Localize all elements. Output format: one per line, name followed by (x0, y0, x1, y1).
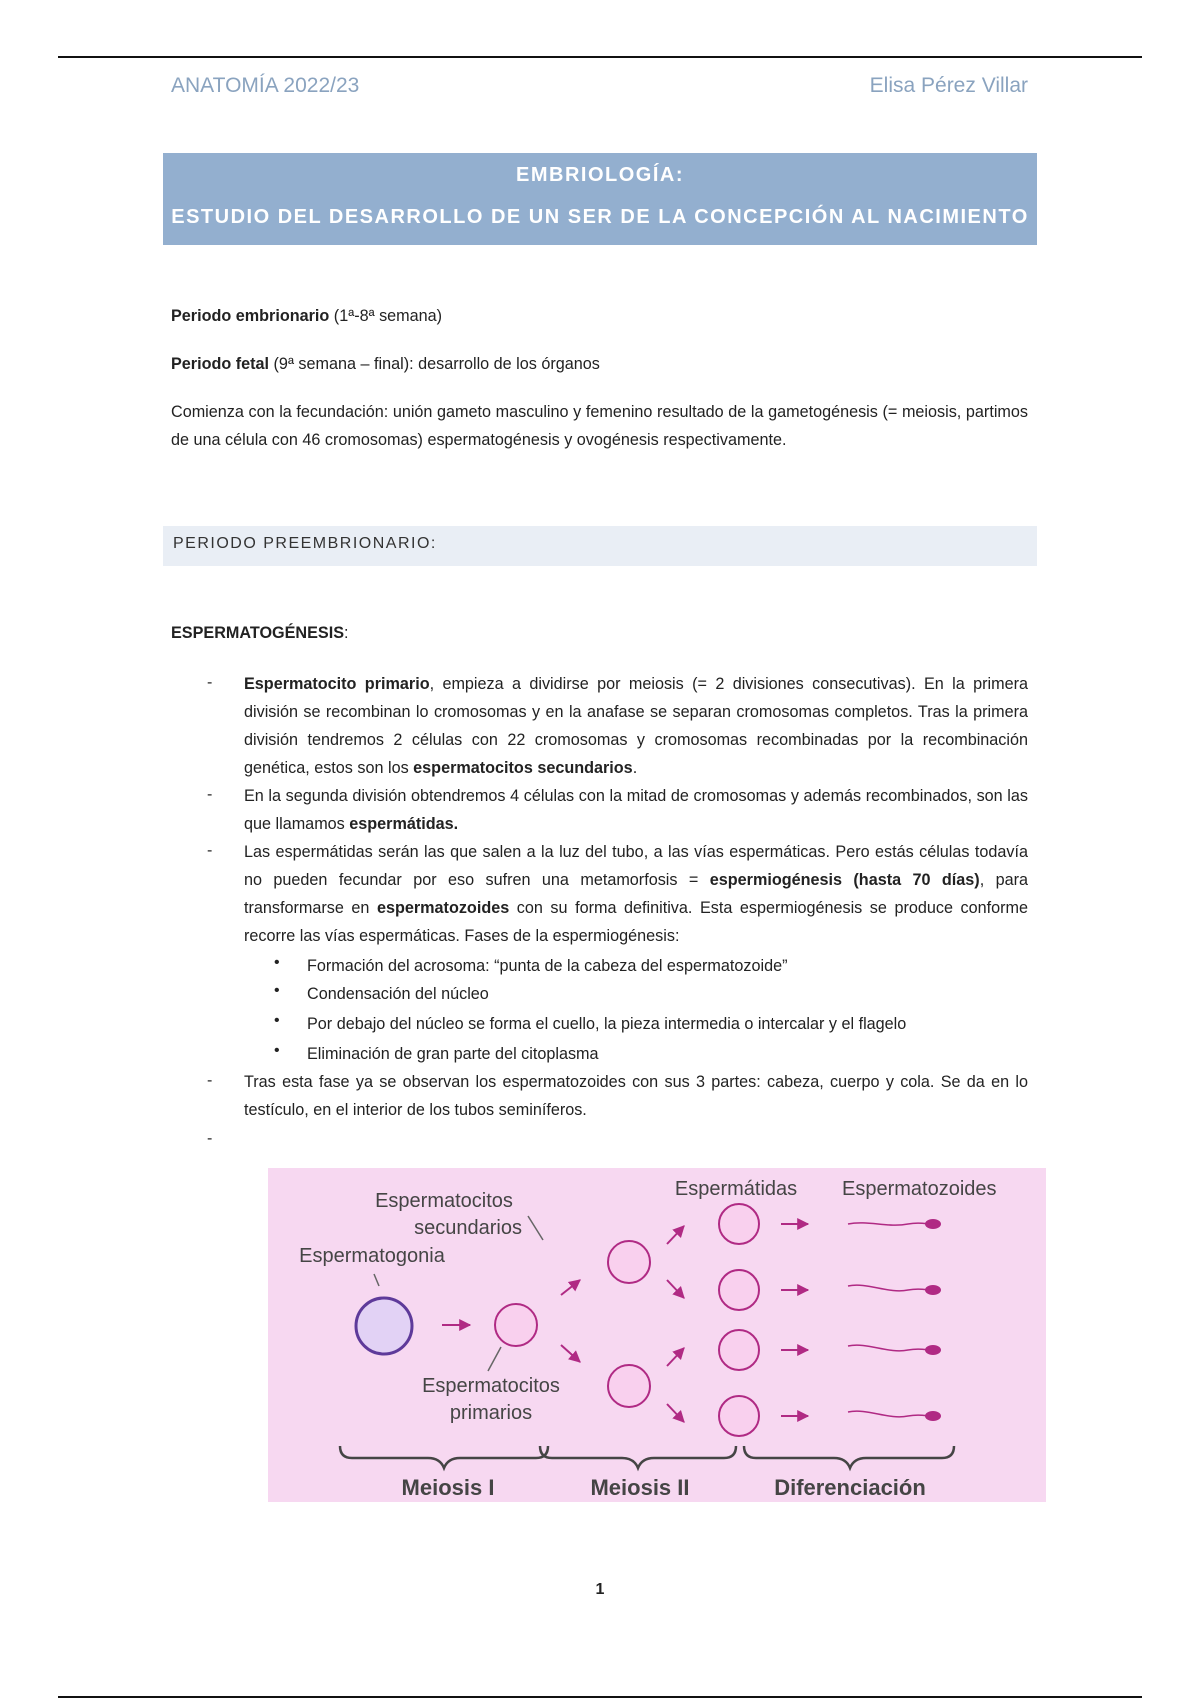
espermatozoide (848, 1345, 941, 1355)
item2-bold1: espermátidas. (349, 815, 459, 833)
page-number: 1 (595, 1581, 605, 1598)
bullet-item: Eliminación de gran parte del citoplasma (307, 1045, 599, 1063)
bullet-glyph: • (274, 982, 280, 999)
arrow (561, 1345, 580, 1362)
label-secundarios-2: secundarios (414, 1217, 522, 1239)
pointer-secundarios (528, 1216, 543, 1240)
label-primarios-2: primarios (449, 1402, 533, 1424)
list-dash: - (207, 1130, 213, 1147)
cell-espermatocito-primario (495, 1304, 537, 1346)
periodo-fetal-label: Periodo fetal (171, 355, 270, 373)
periodo-fetal-text: (9ª semana – final): desarrollo de los órganos (269, 355, 600, 373)
espermatozoide (848, 1285, 941, 1295)
title-line-2: ESTUDIO DEL DESARROLLO DE UN SER DE LA CONCEPCIÓN AL NACIMIENTO (171, 206, 1029, 228)
label-secundarios-1: Espermatocitos (375, 1190, 513, 1212)
pointer-espermatogonia (374, 1274, 379, 1286)
stage-meiosis-i: Meiosis I (401, 1475, 495, 1500)
item3-bold1: espermiogénesis (hasta 70 días) (709, 871, 980, 889)
top-rule (58, 56, 1142, 58)
brace-meiosis-ii (540, 1446, 736, 1468)
bullet-item: Formación del acrosoma: “punta de la cabeza del espermatozoide” (307, 957, 788, 975)
cell-espermatida (719, 1204, 759, 1244)
cell-espermatogonia (356, 1298, 412, 1354)
cell-espermatida (719, 1270, 759, 1310)
item3-bold2: espermatozoides (376, 899, 510, 917)
bullet-item: Por debajo del núcleo se forma el cuello, la pieza intermedia o intercalar y el flagelo (307, 1015, 907, 1033)
arrow (667, 1404, 684, 1422)
intro-paragraph: Comienza con la fecundación: unión gameto masculino y femenino resultado de la gametogénesis (= meiosis, partimos de una célula con 46 cromosomas) espermatogénesis y ovogénesis respectivamente. (171, 403, 1028, 449)
item3-text1: Las espermátidas serán las que salen a la luz del tubo, a las vías espermáticas. Pero estás células todavía no pueden fecundar por eso sufren una metamorfosis = (244, 843, 1028, 889)
stage-meiosis-ii: Meiosis II (590, 1475, 690, 1500)
brace-diferenciacion (744, 1446, 954, 1468)
section-banner (163, 526, 1037, 566)
label-espermatozoides: Espermatozoides (842, 1178, 997, 1200)
arrow (667, 1226, 684, 1244)
item3-text3: con su forma definitiva. Esta espermiogénesis se produce conforme recorre las vías espermáticas. Fases de la espermiogénesis: (244, 899, 1028, 945)
item1-bold2: espermatocitos secundarios (413, 759, 633, 777)
list-dash: - (207, 842, 213, 859)
brace-meiosis-i (340, 1446, 548, 1468)
periodo-embrionario (171, 302, 1028, 330)
espermatozoide (848, 1411, 941, 1421)
bullet-glyph: • (274, 1012, 280, 1029)
label-primarios-1: Espermatocitos (422, 1375, 560, 1397)
item1-text2: . (632, 759, 638, 777)
arrow (561, 1280, 580, 1295)
subheading-text: ESPERMATOGÉNESIS (171, 624, 345, 642)
item3-text2: , para transformarse en (244, 871, 1028, 917)
periodo-embrionario-text: (1ª-8ª semana) (329, 307, 443, 325)
list-item (244, 670, 1028, 782)
label-espermatidas: Espermátidas (674, 1178, 798, 1200)
list-item: Tras esta fase ya se observan los espermatozoides con sus 3 partes: cabeza, cuerpo y cola. Se da en lo testículo, en el interior de los tubos seminíferos. (244, 1073, 1028, 1119)
subheading (171, 624, 349, 643)
title-line-1: EMBRIOLOGÍA: (516, 164, 684, 186)
bottom-rule (58, 1696, 1142, 1698)
bullet-glyph: • (274, 1042, 280, 1059)
cell-espermatida (719, 1396, 759, 1436)
list-dash: - (207, 1072, 213, 1089)
cell-espermatida (719, 1330, 759, 1370)
pointer-primarios (488, 1347, 501, 1371)
periodo-fetal (171, 350, 1028, 378)
header-course: ANATOMÍA 2022/23 (171, 74, 360, 97)
subheading-colon: : (344, 624, 349, 642)
section-title: PERIODO PREEMBRIONARIO: (173, 535, 437, 552)
list-dash: - (207, 786, 213, 803)
arrow (667, 1348, 684, 1366)
bullet-item: Condensación del núcleo (307, 985, 489, 1003)
cell-espermatocito-secundario (608, 1365, 650, 1407)
arrow (667, 1280, 684, 1298)
spermatogenesis-diagram (268, 1168, 1046, 1502)
cell-espermatocito-secundario (608, 1241, 650, 1283)
item1-text1: , empieza a dividirse por meiosis (= 2 divisiones consecutivas). En la primera división se recombinan lo cromosomas y en la anafase se separan cromosomas completos. Tras la primera división tendremos 2 células con 22 cromosomas y cromosomas recombinadas por la recombinación genética, estos son los (244, 675, 1028, 777)
list-item (244, 838, 1028, 950)
header-author: Elisa Pérez Villar (869, 74, 1028, 97)
label-espermatogonia: Espermatogonia (299, 1245, 445, 1267)
title-banner (163, 153, 1037, 245)
list-dash: - (207, 674, 213, 691)
periodo-embrionario-label: Periodo embrionario (171, 307, 330, 325)
spermatogenesis-figure (268, 1168, 1046, 1502)
stage-diferenciacion: Diferenciación (774, 1475, 926, 1500)
bullet-glyph: • (274, 954, 280, 971)
item2-text1: En la segunda división obtendremos 4 células con la mitad de cromosomas y además recombinados, son las que llamamos (244, 787, 1028, 833)
espermatozoide (848, 1219, 941, 1229)
list-item (244, 782, 1028, 838)
item1-bold1: Espermatocito primario (244, 675, 430, 693)
